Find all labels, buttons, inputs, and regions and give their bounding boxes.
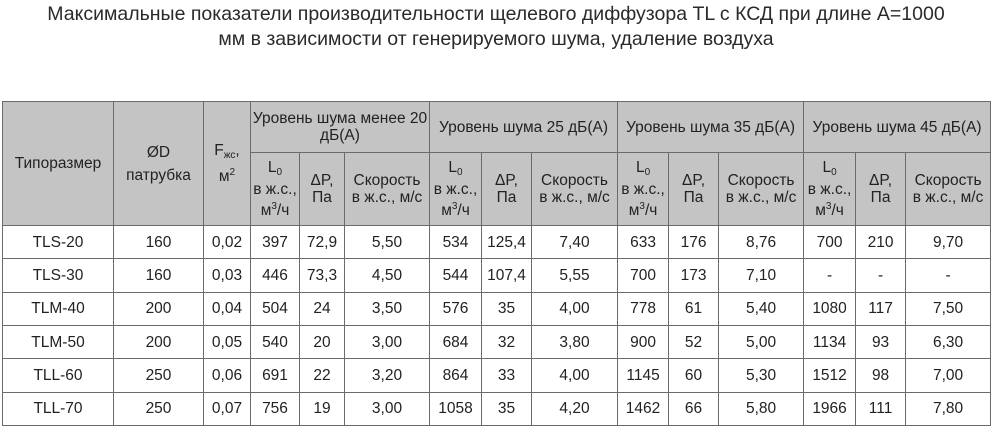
cell-speed-35: 5,40 [719,292,804,325]
table-row [3,259,991,292]
cell-speed-20: 3,00 [345,325,430,358]
flow-unit: м [441,202,452,219]
speed-line2: в ж.с., м/с [539,189,610,206]
cell-pressure-35: 66 [669,392,719,425]
cell-pressure-20: 24 [300,292,345,325]
cell-speed-25: 7,40 [532,226,618,259]
group-header-35: Уровень шума 35 дБ(А) [618,102,804,153]
cell-speed-20: 5,50 [345,226,430,259]
cell-diameter: 250 [114,359,204,392]
speed-line1: Скорость [914,172,982,189]
cell-pressure-20: 22 [300,359,345,392]
cell-flow-45: 1966 [804,392,856,425]
cell-speed-35: 5,80 [719,392,804,425]
cell-flow-35: 700 [618,259,669,292]
cell-speed-25: 3,80 [532,325,618,358]
header-area-unit-sup: 2 [229,167,236,178]
cell-flow-25: 534 [430,226,482,259]
cell-area: 0,06 [204,359,251,392]
cell-area: 0,04 [204,292,251,325]
cell-pressure-20: 73,3 [300,259,345,292]
cell-area: 0,07 [204,392,251,425]
cell-pressure-20: 19 [300,392,345,425]
cell-flow-20: 397 [251,226,300,259]
header-diameter-line1: ØD [146,143,171,161]
page-title [0,2,992,52]
cell-speed-45: 9,70 [906,226,991,259]
subheader-speed-20 [345,153,430,226]
subheader-flow-20 [251,153,300,226]
speed-line1: Скорость [541,172,608,189]
cell-flow-25: 1058 [430,392,482,425]
speed-line2: в ж.с., м/с [912,189,984,206]
pressure-line2: Па [496,189,517,206]
flow-unit-line1: в ж.с., [253,181,297,198]
cell-diameter: 200 [114,325,204,358]
header-area-unit: м [218,168,230,185]
cell-speed-35: 5,00 [719,325,804,358]
cell-diameter: 200 [114,292,204,325]
pressure-line2: Па [312,189,332,206]
group-header-25: Уровень шума 25 дБ(А) [430,102,618,153]
subheader-flow-25 [430,153,482,226]
cell-pressure-25: 32 [482,325,532,358]
subheader-pressure-25 [482,153,532,226]
flow-sub: 0 [457,167,463,178]
cell-pressure-45: 117 [856,292,906,325]
cell-type: TLL-70 [3,392,114,425]
cell-type: TLS-20 [3,226,114,259]
cell-speed-35: 8,76 [719,226,804,259]
cell-diameter: 250 [114,392,204,425]
table-row [3,292,991,325]
cell-speed-45: 6,30 [906,325,991,358]
cell-pressure-45: 111 [856,392,906,425]
cell-type: TLS-30 [3,259,114,292]
cell-pressure-20: 72,9 [300,226,345,259]
cell-flow-45: 1134 [804,325,856,358]
cell-flow-35: 900 [618,325,669,358]
cell-pressure-20: 20 [300,325,345,358]
cell-flow-35: 1145 [618,359,669,392]
pressure-line2: Па [870,189,891,206]
cell-speed-45: - [906,259,991,292]
header-type: Типоразмер [3,102,114,226]
flow-unit-tail: /ч [644,202,658,219]
cell-flow-20: 691 [251,359,300,392]
cell-speed-25: 4,00 [532,292,618,325]
cell-pressure-45: - [856,259,906,292]
speed-line2: в ж.с., м/с [725,189,797,206]
cell-flow-25: 864 [430,359,482,392]
subheader-speed-45 [906,153,991,226]
cell-flow-20: 540 [251,325,300,358]
flow-unit-sup: 3 [639,201,645,212]
cell-flow-20: 756 [251,392,300,425]
table-row [3,359,991,392]
flow-symbol: L [448,159,458,176]
cell-diameter: 160 [114,259,204,292]
cell-speed-25: 4,20 [532,392,618,425]
flow-unit-line1: в ж.с., [433,181,478,198]
subheader-pressure-35 [669,153,719,226]
cell-pressure-35: 61 [669,292,719,325]
cell-pressure-25: 35 [482,292,532,325]
header-area: $F_{жс}$, $м^2$ [204,102,251,226]
speed-line1: Скорость [727,172,795,189]
cell-area: 0,03 [204,259,251,292]
group-header-20: Уровень шума менее 20 дБ(А) [251,102,430,153]
performance-table [2,101,991,426]
cell-pressure-35: 52 [669,325,719,358]
cell-flow-20: 446 [251,259,300,292]
flow-unit-sup: 3 [825,201,832,212]
header-diameter [114,102,204,226]
cell-flow-25: 576 [430,292,482,325]
cell-flow-25: 684 [430,325,482,358]
subheader-speed-35 [719,153,804,226]
flow-symbol: L [635,159,645,176]
cell-flow-45: - [804,259,856,292]
cell-flow-25: 544 [430,259,482,292]
cell-speed-20: 3,50 [345,292,430,325]
cell-flow-20: 504 [251,292,300,325]
cell-diameter: 160 [114,226,204,259]
cell-speed-35: 7,10 [719,259,804,292]
flow-unit: м [628,202,640,219]
cell-flow-45: 700 [804,226,856,259]
cell-type: TLL-60 [3,359,114,392]
cell-speed-35: 5,30 [719,359,804,392]
subheader-flow-45 [804,153,856,226]
cell-pressure-45: 98 [856,359,906,392]
cell-pressure-25: 35 [482,392,532,425]
table-row [3,226,991,259]
flow-unit-tail: /ч [831,202,844,219]
cell-speed-20: 3,20 [345,359,430,392]
cell-speed-25: 5,55 [532,259,618,292]
cell-pressure-25: 125,4 [482,226,532,259]
table-row [3,392,991,425]
flow-symbol: L [267,159,277,176]
cell-flow-45: 1512 [804,359,856,392]
cell-type: TLM-50 [3,325,114,358]
flow-symbol: L [822,159,832,176]
pressure-line2: Па [683,189,704,206]
flow-unit: м [815,202,826,219]
subheader-flow-35 [618,153,669,226]
cell-pressure-25: 33 [482,359,532,392]
cell-speed-20: 4,50 [345,259,430,292]
flow-sub: 0 [831,167,837,178]
table-row [3,325,991,358]
header-area-symbol: F [214,142,224,159]
subheader-speed-25 [532,153,618,226]
group-header-45: Уровень шума 45 дБ(А) [804,102,991,153]
cell-area: 0,05 [204,325,251,358]
flow-unit-sup: 3 [271,201,277,212]
cell-pressure-45: 93 [856,325,906,358]
cell-flow-35: 1462 [618,392,669,425]
pressure-line1: ΔP, [494,172,518,189]
flow-unit-tail: /ч [276,202,290,219]
pressure-line1: ΔP, [310,172,334,189]
cell-area: 0,02 [204,226,251,259]
header-area-sub: жс [223,150,236,161]
cell-pressure-35: 173 [669,259,719,292]
cell-speed-25: 4,00 [532,359,618,392]
header-diameter-line2: патрубка [126,166,191,184]
cell-pressure-35: 60 [669,359,719,392]
flow-sub: 0 [276,167,283,178]
cell-pressure-25: 107,4 [482,259,532,292]
subheader-pressure-45 [856,153,906,226]
flow-unit-sup: 3 [451,201,458,212]
cell-speed-45: 7,80 [906,392,991,425]
cell-pressure-35: 176 [669,226,719,259]
cell-flow-35: 778 [618,292,669,325]
subheader-pressure-20 [300,153,345,226]
cell-speed-20: 3,00 [345,392,430,425]
cell-flow-35: 633 [618,226,669,259]
cell-flow-45: 1080 [804,292,856,325]
title-line-1: Максимальные показатели производительности щелевого диффузора TL с КСД при длине А=1000 [47,3,945,25]
cell-speed-45: 7,00 [906,359,991,392]
flow-sub: 0 [644,167,651,178]
title-line-2: мм в зависимости от генерируемого шума, удаление воздуха [218,28,774,50]
flow-unit-line1: в ж.с., [621,181,665,198]
pressure-line1: ΔP, [682,172,706,189]
flow-unit-line1: в ж.с., [807,181,852,198]
cell-type: TLM-40 [3,292,114,325]
flow-unit: м [260,202,272,219]
speed-line1: Скорость [353,172,421,189]
speed-line2: в ж.с., м/с [351,189,423,206]
cell-pressure-45: 210 [856,226,906,259]
flow-unit-tail: /ч [457,202,470,219]
cell-speed-45: 7,50 [906,292,991,325]
pressure-line1: ΔP, [869,172,893,189]
